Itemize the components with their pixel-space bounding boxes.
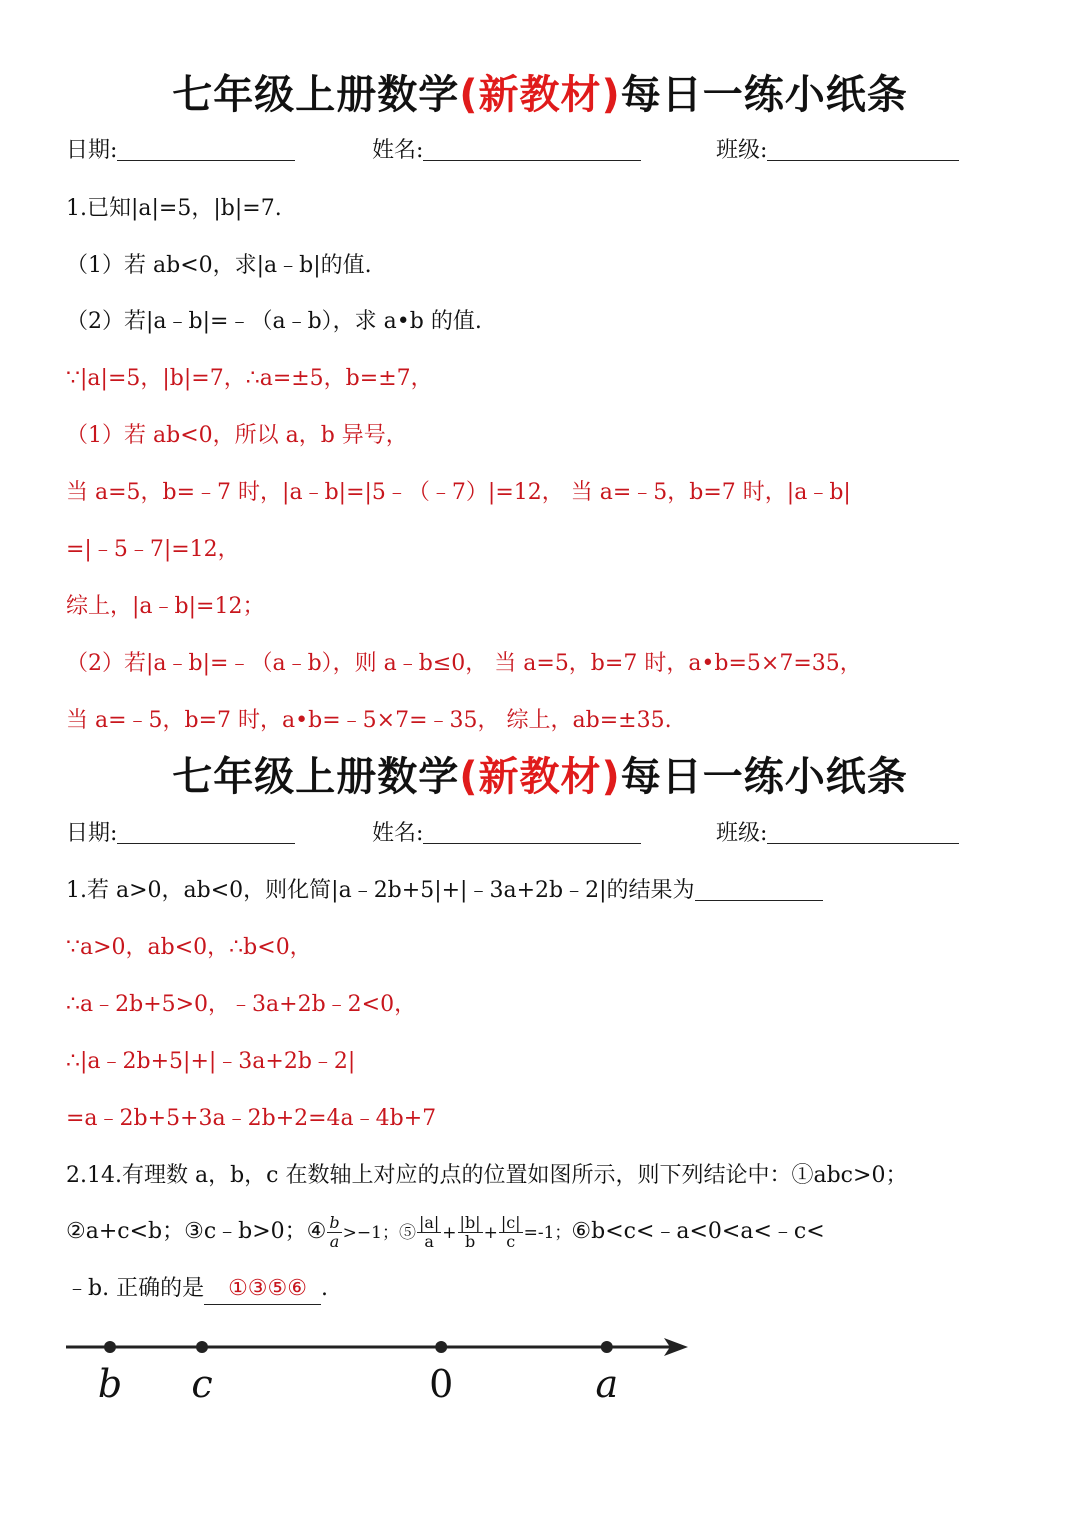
name-blank[interactable] xyxy=(423,821,641,844)
statement-text: >−1；⑤ xyxy=(342,1223,416,1243)
class-field-2 xyxy=(716,819,959,849)
question-1-part-2: （2）若|a﹣b|=﹣（a﹣b），求 a•b 的值. xyxy=(66,309,482,334)
date-field-1 xyxy=(66,136,295,166)
date-label: 日期: xyxy=(66,821,118,846)
question-2-2-line-3 xyxy=(66,1274,1020,1305)
class-label: 班级: xyxy=(716,138,768,163)
statement-text: ﹣b. 正确的是 xyxy=(66,1276,205,1301)
solution-line: ∵|a|=5，|b|=7，∴a=±5，b=±7， xyxy=(66,366,433,391)
answer-blank[interactable] xyxy=(695,878,823,901)
statement-text: ②a+c<b；③c﹣b>0；④ xyxy=(66,1219,327,1244)
question-2-2-line-2 xyxy=(66,1210,1020,1255)
date-label: 日期: xyxy=(66,138,118,163)
solution-line: =|﹣5﹣7|=12， xyxy=(66,537,240,562)
solution-line: =a﹣2b+5+3a﹣2b+2=4a﹣4b+7 xyxy=(66,1106,437,1131)
solution-line: 当 a=5，b=﹣7 时，|a﹣b|=|5﹣（﹣7）|=12， 当 a=﹣5，b=7 时，|a﹣b| xyxy=(66,480,851,505)
date-field-2 xyxy=(66,819,295,849)
question-2-1 xyxy=(66,876,1020,906)
title-highlight: (新教材) xyxy=(459,72,621,118)
class-blank[interactable] xyxy=(767,821,959,844)
answer-fill: ①③⑤⑥ xyxy=(204,1274,321,1305)
period: . xyxy=(320,1276,328,1301)
name-blank[interactable] xyxy=(423,138,641,161)
plus-sign: + xyxy=(483,1223,498,1243)
point-label-a: a xyxy=(595,1362,619,1406)
fraction-abs-a-over-a: $\frac{|a|}{a}$ xyxy=(418,1212,440,1251)
number-line-points xyxy=(98,1341,618,1406)
point-a xyxy=(601,1341,613,1353)
solution-line: 综上，|a﹣b|=12； xyxy=(66,594,265,619)
title-suffix: 每日一练小纸条 xyxy=(620,72,908,118)
question-1: 1.已知|a|=5，|b|=7. xyxy=(66,196,282,221)
point-0 xyxy=(435,1341,447,1353)
name-label: 姓名: xyxy=(372,821,424,846)
point-label-c: c xyxy=(191,1362,213,1406)
title-suffix: 每日一练小纸条 xyxy=(620,754,908,800)
class-field-1 xyxy=(716,136,959,166)
name-field-1 xyxy=(372,136,641,166)
date-blank[interactable] xyxy=(117,138,295,161)
fraction-b-over-a: $\frac{b}{a}$ xyxy=(329,1212,340,1251)
question-2-2-line-1: 2.14.有理数 a，b，c 在数轴上对应的点的位置如图所示，则下列结论中：①abc>0； xyxy=(66,1163,908,1188)
point-label-0: 0 xyxy=(429,1362,454,1406)
page-title-1 xyxy=(0,70,1080,120)
plus-sign: + xyxy=(442,1223,457,1243)
statement-text: =-1； xyxy=(523,1223,572,1243)
fraction-abs-b-over-b: $\frac{|b|}{b}$ xyxy=(459,1212,481,1251)
title-highlight: (新教材) xyxy=(459,754,621,800)
page-title-2 xyxy=(0,752,1080,802)
title-main: 七年级上册数学 xyxy=(172,754,460,800)
solution-line: （2）若|a﹣b|=﹣（a﹣b），则 a﹣b≤0， 当 a=5，b=7 时，a•b=5×7=35， xyxy=(66,651,862,676)
solution-line: 当 a=﹣5，b=7 时，a•b=﹣5×7=﹣35， 综上，ab=±35. xyxy=(66,708,672,733)
question-1-part-1: （1）若 ab<0，求|a﹣b|的值. xyxy=(66,253,372,278)
solution-line: ∴|a﹣2b+5|+|﹣3a+2b﹣2| xyxy=(66,1049,356,1074)
date-blank[interactable] xyxy=(117,821,295,844)
name-label: 姓名: xyxy=(372,138,424,163)
solution-line: ∴a﹣2b+5>0，﹣3a+2b﹣2<0， xyxy=(66,992,417,1017)
point-label-b: b xyxy=(97,1362,123,1406)
number-line-figure xyxy=(60,1325,700,1415)
name-field-2 xyxy=(372,819,641,849)
class-blank[interactable] xyxy=(767,138,959,161)
point-c xyxy=(196,1341,208,1353)
question-text: 1.若 a>0，ab<0，则化简|a﹣2b+5|+|﹣3a+2b﹣2|的结果为 xyxy=(66,878,695,903)
point-b xyxy=(104,1341,116,1353)
solution-line: （1）若 ab<0，所以 a，b 异号， xyxy=(66,423,408,448)
fraction-abs-c-over-c: $\frac{|c|}{c}$ xyxy=(500,1212,521,1251)
class-label: 班级: xyxy=(716,821,768,846)
statement-text: ⑥b<c<﹣a<0<a<﹣c< xyxy=(571,1219,825,1244)
title-main: 七年级上册数学 xyxy=(172,72,460,118)
solution-line: ∵a>0，ab<0，∴b<0， xyxy=(66,935,312,960)
